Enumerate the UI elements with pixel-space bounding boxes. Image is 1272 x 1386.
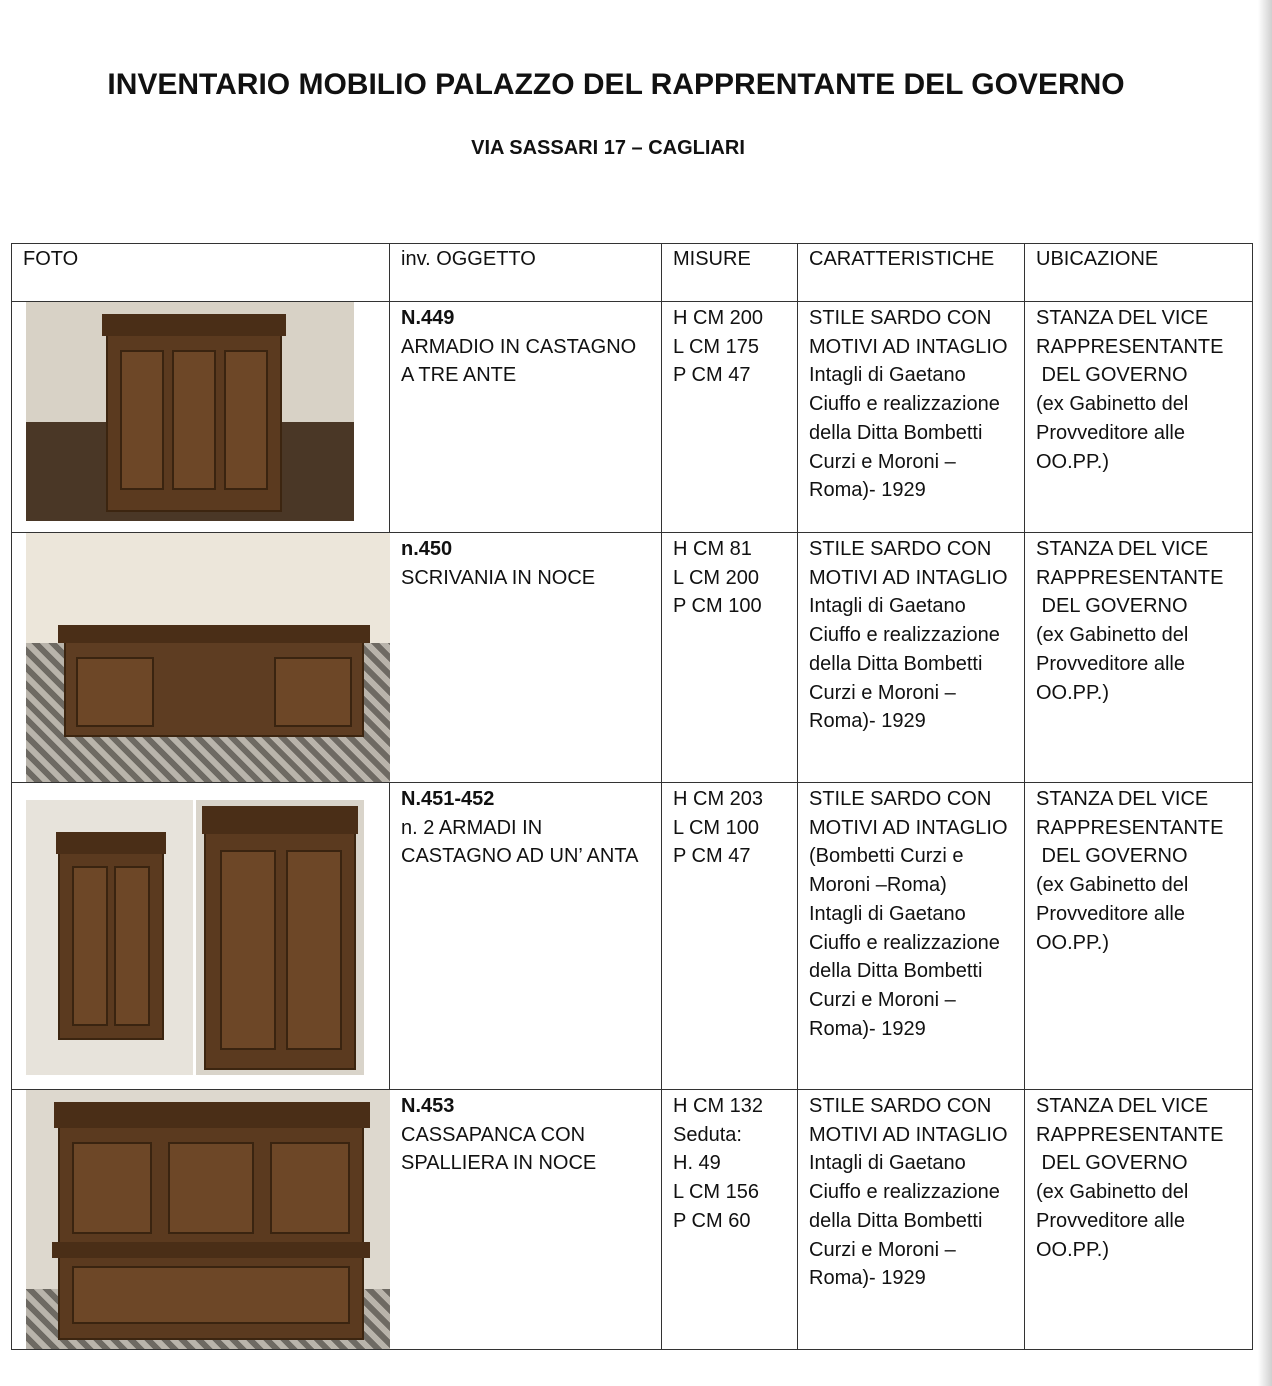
door-panel: [114, 866, 150, 1026]
misure-cell: [662, 1090, 798, 1350]
oggetto-cell: [390, 1090, 662, 1350]
caratteristiche-line: Curzi e Moroni –: [809, 450, 956, 473]
inventory-number: n.450: [401, 538, 453, 560]
ubicazione-line: (ex Gabinetto del: [1036, 1181, 1189, 1204]
caratteristiche-line: Ciuffo e realizzazione: [809, 931, 1000, 954]
ubicazione-line: STANZA DEL VICE: [1036, 1095, 1209, 1117]
ubicazione-line: Provveditore alle: [1036, 652, 1185, 675]
desktop: [58, 625, 370, 643]
misure-line: L CM 156: [673, 1181, 759, 1204]
caratteristiche-line: MOTIVI AD INTAGLIO: [809, 1123, 1008, 1146]
caratteristiche-line: STILE SARDO CON: [809, 788, 992, 810]
drawer-pedestal: [76, 657, 154, 727]
page-edge-shadow: [1258, 0, 1272, 1386]
ubicazione-line: OO.PP.): [1036, 450, 1109, 473]
ubicazione-cell: [1025, 533, 1253, 783]
caratteristiche-line: Curzi e Moroni –: [809, 988, 956, 1011]
backrest-panel: [168, 1142, 254, 1234]
door-panel: [220, 850, 276, 1050]
table-row: [12, 1090, 1253, 1350]
caratteristiche-line: della Ditta Bombetti: [809, 652, 983, 675]
caratteristiche-line: Ciuffo e realizzazione: [809, 393, 1000, 416]
seat: [52, 1242, 370, 1258]
wardrobe-photo-right: [196, 800, 364, 1075]
door-panel: [286, 850, 342, 1050]
caratteristiche-line: Roma)- 1929: [809, 710, 926, 733]
ubicazione-line: OO.PP.): [1036, 1238, 1109, 1261]
wardrobe-right: [204, 808, 356, 1070]
ubicazione-line: OO.PP.): [1036, 931, 1109, 954]
oggetto-cell: [390, 783, 662, 1090]
oggetto-line: CASTAGNO AD UN’ ANTA: [401, 845, 639, 868]
caratteristiche-line: Roma)- 1929: [809, 479, 926, 502]
caratteristiche-line: Curzi e Moroni –: [809, 1238, 956, 1261]
caratteristiche-line: Intagli di Gaetano: [809, 1152, 966, 1175]
header-misure: MISURE: [662, 244, 798, 302]
backrest-cornice: [54, 1102, 370, 1128]
caratteristiche-line: STILE SARDO CON: [809, 1095, 992, 1117]
oggetto-line: SPALLIERA IN NOCE: [401, 1152, 597, 1175]
caratteristiche-line: STILE SARDO CON: [809, 538, 992, 560]
ubicazione-line: Provveditore alle: [1036, 421, 1185, 444]
caratteristiche-line: Ciuffo e realizzazione: [809, 1181, 1000, 1204]
caratteristiche-line: MOTIVI AD INTAGLIO: [809, 566, 1008, 589]
ubicazione-line: DEL GOVERNO: [1036, 1152, 1188, 1175]
photo-cell: [12, 302, 390, 533]
table-row: [12, 302, 1253, 533]
table-row: [12, 533, 1253, 783]
misure-line: H CM 203: [673, 788, 764, 810]
caratteristiche-line: Moroni –Roma): [809, 874, 947, 897]
cornice: [56, 832, 166, 854]
ubicazione-line: Provveditore alle: [1036, 902, 1185, 925]
table-header-row: [12, 244, 1253, 302]
caratteristiche-cell: [798, 783, 1025, 1090]
oggetto-line: CASSAPANCA CON: [401, 1123, 586, 1146]
wardrobe-photo-left: [26, 800, 193, 1075]
wardrobe: [106, 316, 282, 512]
photo-cell: [12, 783, 390, 1090]
caratteristiche-line: MOTIVI AD INTAGLIO: [809, 816, 1008, 839]
caratteristiche-line: Roma)- 1929: [809, 1267, 926, 1290]
misure-line: P CM 60: [673, 1209, 751, 1232]
chest-bench-photo: [26, 1090, 390, 1349]
ubicazione-cell: [1025, 302, 1253, 533]
backrest-panel: [72, 1142, 152, 1234]
ubicazione-line: RAPPRESENTANTE: [1036, 1123, 1224, 1146]
ubicazione-line: RAPPRESENTANTE: [1036, 566, 1224, 589]
misure-cell: [662, 783, 798, 1090]
ubicazione-line: (ex Gabinetto del: [1036, 874, 1189, 897]
document-title: INVENTARIO MOBILIO PALAZZO DEL RAPPRENTANTE DEL GOVERNO: [107, 68, 1125, 101]
misure-line: L CM 200: [673, 566, 759, 589]
misure-line: H CM 81: [673, 538, 752, 560]
photo-cell: [12, 1090, 390, 1350]
oggetto-line: ARMADIO IN CASTAGNO: [401, 335, 637, 358]
caratteristiche-line: Curzi e Moroni –: [809, 681, 956, 704]
two-single-door-wardrobes-photo: [26, 800, 364, 1075]
misure-line: P CM 100: [673, 595, 762, 618]
misure-line: P CM 47: [673, 364, 751, 387]
caratteristiche-cell: [798, 302, 1025, 533]
document-subtitle: VIA SASSARI 17 – CAGLIARI: [471, 137, 745, 159]
misure-line: H CM 132: [673, 1095, 764, 1117]
ubicazione-line: DEL GOVERNO: [1036, 845, 1188, 868]
oggetto-cell: [390, 302, 662, 533]
ubicazione-line: (ex Gabinetto del: [1036, 393, 1189, 416]
chest-front: [72, 1266, 350, 1324]
wardrobe-left: [58, 834, 164, 1040]
ubicazione-line: Provveditore alle: [1036, 1209, 1185, 1232]
cornice: [102, 314, 286, 336]
door-panel: [172, 350, 216, 490]
door-panel: [120, 350, 164, 490]
inventory-number: N.449: [401, 307, 455, 329]
ubicazione-cell: [1025, 783, 1253, 1090]
wardrobe-three-doors-photo: [26, 302, 354, 521]
misure-cell: [662, 533, 798, 783]
backrest-panel: [270, 1142, 350, 1234]
misure-line: L CM 175: [673, 335, 759, 358]
oggetto-line: A TRE ANTE: [401, 364, 517, 387]
oggetto-line: SCRIVANIA IN NOCE: [401, 566, 596, 589]
caratteristiche-line: Intagli di Gaetano: [809, 902, 966, 925]
ubicazione-line: STANZA DEL VICE: [1036, 788, 1209, 810]
misure-line: P CM 47: [673, 845, 751, 868]
misure-line: Seduta:: [673, 1123, 742, 1146]
inventory-table: [11, 243, 1253, 1350]
ubicazione-line: OO.PP.): [1036, 681, 1109, 704]
desk: [64, 625, 364, 737]
misure-line: H. 49: [673, 1152, 721, 1175]
ubicazione-line: RAPPRESENTANTE: [1036, 335, 1224, 358]
inventory-number: N.451-452: [401, 788, 495, 810]
caratteristiche-cell: [798, 533, 1025, 783]
caratteristiche-line: Intagli di Gaetano: [809, 595, 966, 618]
ubicazione-line: DEL GOVERNO: [1036, 595, 1188, 618]
drawer-pedestal: [274, 657, 352, 727]
header-oggetto: inv. OGGETTO: [390, 244, 662, 302]
caratteristiche-line: MOTIVI AD INTAGLIO: [809, 335, 1008, 358]
ubicazione-line: STANZA DEL VICE: [1036, 538, 1209, 560]
inventory-number: N.453: [401, 1095, 455, 1117]
ubicazione-line: RAPPRESENTANTE: [1036, 816, 1224, 839]
ubicazione-line: STANZA DEL VICE: [1036, 307, 1209, 329]
walnut-desk-photo: [26, 533, 390, 782]
caratteristiche-line: della Ditta Bombetti: [809, 960, 983, 983]
header-caratteristiche: CARATTERISTICHE: [798, 244, 1025, 302]
ubicazione-cell: [1025, 1090, 1253, 1350]
chest-bench: [58, 1104, 364, 1340]
caratteristiche-line: della Ditta Bombetti: [809, 421, 983, 444]
misure-cell: [662, 302, 798, 533]
cornice: [202, 806, 358, 834]
ubicazione-line: (ex Gabinetto del: [1036, 624, 1189, 647]
misure-line: L CM 100: [673, 816, 759, 839]
photo-cell: [12, 533, 390, 783]
ubicazione-line: DEL GOVERNO: [1036, 364, 1188, 387]
caratteristiche-line: (Bombetti Curzi e: [809, 845, 964, 868]
door-panel: [72, 866, 108, 1026]
caratteristiche-line: Ciuffo e realizzazione: [809, 624, 1000, 647]
caratteristiche-line: Roma)- 1929: [809, 1017, 926, 1040]
table-row: [12, 783, 1253, 1090]
oggetto-line: n. 2 ARMADI IN: [401, 816, 543, 839]
header-foto: FOTO: [12, 244, 390, 302]
misure-line: H CM 200: [673, 307, 764, 329]
caratteristiche-line: Intagli di Gaetano: [809, 364, 966, 387]
oggetto-cell: [390, 533, 662, 783]
header-ubicazione: UBICAZIONE: [1025, 244, 1253, 302]
caratteristiche-cell: [798, 1090, 1025, 1350]
caratteristiche-line: della Ditta Bombetti: [809, 1209, 983, 1232]
caratteristiche-line: STILE SARDO CON: [809, 307, 992, 329]
door-panel: [224, 350, 268, 490]
